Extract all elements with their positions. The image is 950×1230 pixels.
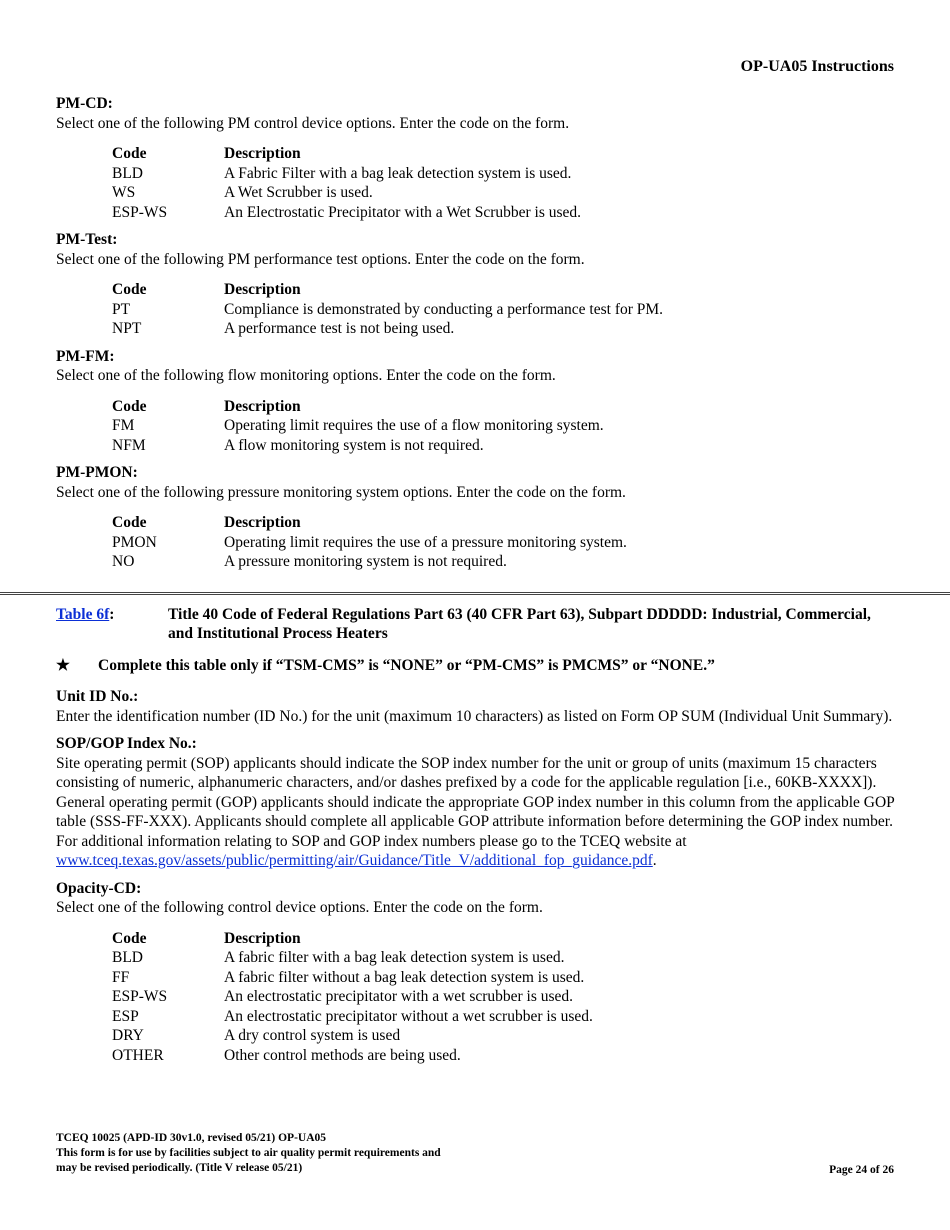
code-table [112,929,593,1066]
description-cell: A flow monitoring system is not required. [224,436,484,454]
footer-line-1: TCEQ 10025 (APD-ID 30v1.0, revised 05/21) OP-UA05 [56,1132,327,1144]
table-row [112,436,604,456]
table-header-row [112,397,604,417]
code-cell: NPT [112,320,142,337]
description-cell: A Fabric Filter with a bag leak detection system is used. [224,164,572,182]
code-header: Code [112,281,147,298]
code-cell: ESP [112,1007,139,1025]
section-pm-fm [56,347,896,456]
page-header-title: OP-UA05 Instructions [740,58,894,75]
section-intro: Select one of the following flow monitoring options. Enter the code on the form. [56,367,556,384]
table-row [112,164,581,184]
section-pm-cd [56,94,896,222]
section-intro: Select one of the following pressure monitoring system options. Enter the code on the form. [56,483,626,501]
section-title: PM-PMON: [56,464,138,481]
code-cell: PT [112,300,131,318]
description-header: Description [224,514,301,531]
table-row [112,319,663,339]
table-header-row [112,513,627,533]
description-cell: A Wet Scrubber is used. [224,184,373,201]
code-cell: FM [112,417,135,434]
code-header: Code [112,514,147,531]
section-text [56,754,896,871]
table-row [112,987,593,1007]
table-row [112,416,604,436]
section-pm-pmon [56,463,896,572]
table-row [112,183,581,203]
section-pm-test [56,230,896,339]
section-title: SOP/GOP Index No.: [56,735,197,752]
table-row [112,300,663,320]
section-title: PM-Test: [56,231,118,248]
section-title: PM-CD: [56,95,113,112]
table-row [112,1026,593,1046]
link-period: . [652,852,657,869]
description-cell: A dry control system is used [224,1027,401,1044]
code-table [112,397,604,456]
document-body [56,94,896,1073]
description-header: Description [224,281,301,298]
code-header: Code [112,929,147,947]
code-cell: OTHER [112,1046,164,1064]
description-header: Description [224,929,301,947]
page-footer [56,1131,441,1176]
code-cell: WS [112,184,136,201]
table-row [112,1007,593,1027]
tceq-guidance-link[interactable]: www.tceq.texas.gov/assets/public/permitting/air/Guidance/Title_V/additional_fop_guidance.pdf [56,852,653,869]
table-row [112,948,593,968]
section-intro: Select one of the following PM performance test options. Enter the code on the form. [56,250,585,268]
description-cell: Compliance is demonstrated by conducting a performance test for PM. [224,300,664,318]
code-table [112,513,627,572]
code-cell: NO [112,553,135,570]
table-header-row [112,144,581,164]
description-header: Description [224,397,301,415]
description-cell: A fabric filter with a bag leak detection system is used. [224,949,565,966]
code-cell: FF [112,968,130,986]
code-cell: PMON [112,533,157,551]
table-note [56,656,896,676]
section-title: PM-FM: [56,347,115,365]
section-intro: Select one of the following control device options. Enter the code on the form. [56,899,543,916]
page-number: Page 24 of 26 [829,1164,894,1176]
code-header: Code [112,145,147,162]
footer-line-3: may be revised periodically. (Title V release 05/21) [56,1162,303,1174]
description-cell: An Electrostatic Precipitator with a Wet Scrubber is used. [224,203,582,221]
sop-paragraph: Site operating permit (SOP) applicants should indicate the SOP index number for the unit or group of units (maximum 15 characters consisting of numeric, alphanumeric characters, and/or dashes prefixed by a code for the applicable regulation [i.e., 60KB-XXXX]). General operating permit (GOP) applicants should indicate the appropriate GOP index number in this column from the applicable GOP table (SSS-FF-XXX). Applicants should complete all applicable GOP attribute information before determining the GOP index number. For additional information relating to SOP and GOP index numbers please go to the TCEQ website at [56,754,895,850]
table-ref-title: Title 40 Code of Federal Regulations Part 63 (40 CFR Part 63), Subpart DDDDD: Industrial, Commercial, and Institutional Process Heaters [168,605,871,642]
table-6f-link[interactable]: Table 6f [56,605,110,623]
code-header: Code [112,397,147,415]
table-header-row [112,280,663,300]
section-opacity-cd [56,879,896,1066]
description-header: Description [224,145,301,162]
footer-line-2: This form is for use by facilities subject to air quality permit requirements and [56,1147,441,1159]
description-cell: A fabric filter without a bag leak detection system is used. [224,968,585,986]
section-text: Enter the identification number (ID No.) for the unit (maximum 10 characters) as listed on Form OP SUM (Individual Unit Summary). [56,707,893,725]
code-cell: ESP-WS [112,203,168,221]
section-sop-gop [56,734,896,871]
table-header-row [112,929,593,949]
description-cell: A pressure monitoring system is not required. [224,553,507,570]
table-ref-label [56,605,168,644]
table-reference-heading [56,605,896,644]
table-row [112,968,593,988]
section-unit-id [56,687,896,726]
description-cell: Other control methods are being used. [224,1046,461,1064]
description-cell: Operating limit requires the use of a flow monitoring system. [224,417,604,434]
code-cell: BLD [112,164,143,182]
description-cell: An electrostatic precipitator without a wet scrubber is used. [224,1007,593,1025]
code-table [112,280,663,339]
description-cell: Operating limit requires the use of a pressure monitoring system. [224,533,627,551]
table-row [112,552,627,572]
star-icon: ★ [56,656,70,674]
description-cell: A performance test is not being used. [224,320,455,337]
table-row [112,203,581,223]
table-row [112,533,627,553]
note-text: Complete this table only if “TSM-CMS” is “NONE” or “PM-CMS” is PMCMS” or “NONE.” [98,656,715,674]
section-title: Unit ID No.: [56,688,139,705]
code-cell: BLD [112,949,143,966]
section-title: Opacity-CD: [56,879,142,897]
table-row [112,1046,593,1066]
code-table [112,144,581,222]
code-cell: DRY [112,1027,144,1044]
table-ref-colon: : [109,605,115,623]
code-cell: ESP-WS [112,988,168,1005]
code-cell: NFM [112,436,146,454]
section-divider [0,592,950,595]
description-cell: An electrostatic precipitator with a wet scrubber is used. [224,988,574,1005]
section-intro: Select one of the following PM control device options. Enter the code on the form. [56,114,570,132]
